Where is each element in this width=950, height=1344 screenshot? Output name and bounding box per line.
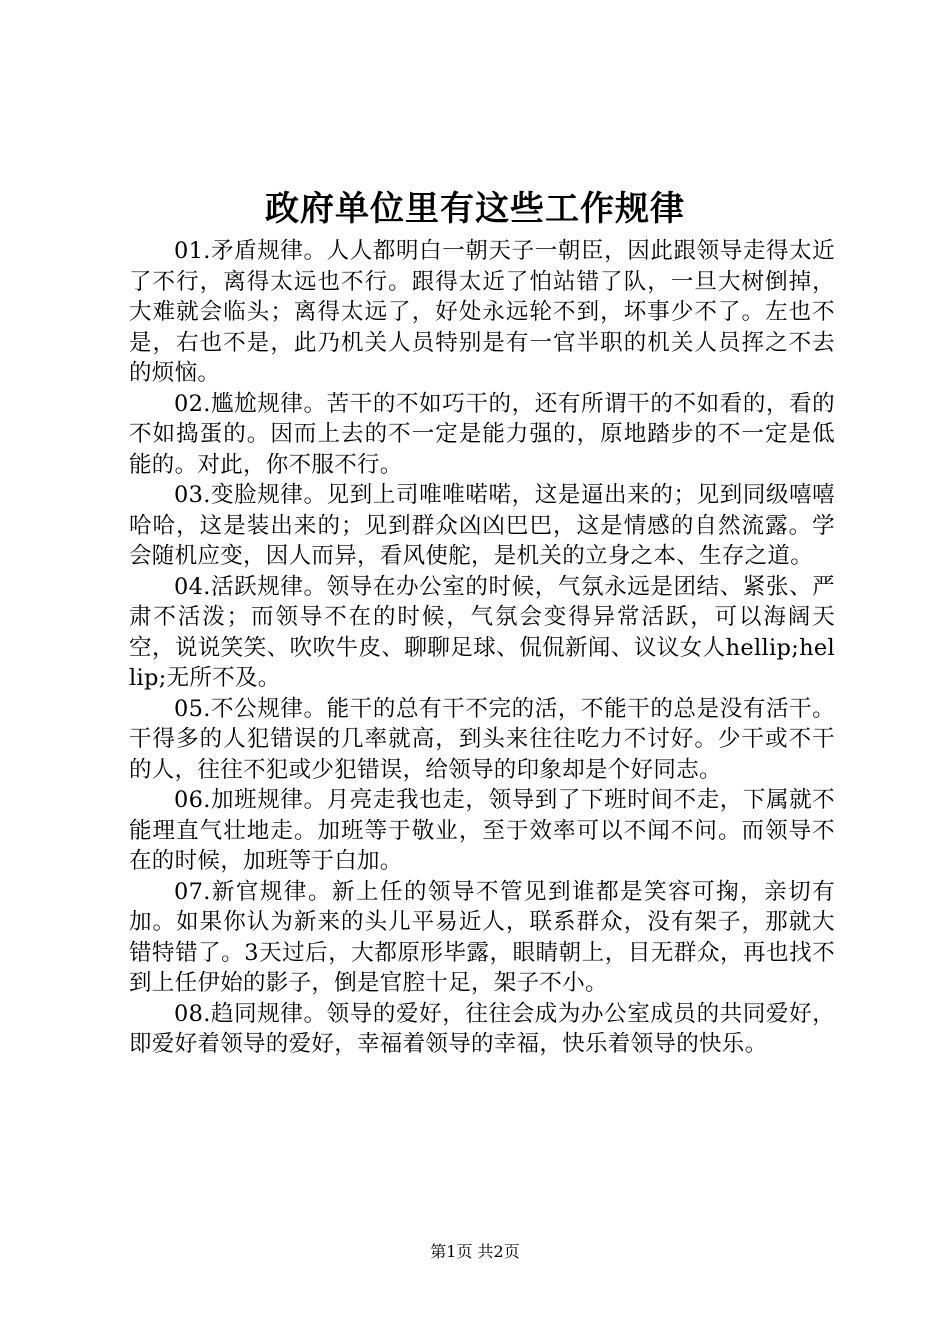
paragraph-05: 05.不公规律。能干的总有干不完的活，不能干的总是没有活干。干得多的人犯错误的几率就高，到头来往往吃力不讨好。少干或不干的人，往往不犯或少犯错误，给领导的印象却是个好同志。 — [129, 695, 835, 783]
page-number-footer: 第1页 共2页 — [430, 1242, 520, 1261]
paragraph-02: 02.尴尬规律。苦干的不如巧干的，还有所谓干的不如看的，看的不如捣蛋的。因而上去的不一定是能力强的，原地踏步的不一定是低能的。对此，你不服不行。 — [129, 390, 835, 478]
paragraph-04: 04.活跃规律。领导在办公室的时候，气氛永远是团结、紧张、严肃不活泼；而领导不在的时候，气氛会变得异常活跃，可以海阔天空，说说笑笑、吹吹牛皮、聊聊足球、侃侃新闻、议议女人hellip;hellip;无所不及。 — [129, 573, 835, 691]
paragraph-08: 08.趋同规律。领导的爱好，往往会成为办公室成员的共同爱好，即爱好着领导的爱好，幸福着领导的幸福，快乐着领导的快乐。 — [129, 1000, 835, 1057]
paragraph-03: 03.变脸规律。见到上司唯唯喏喏，这是逼出来的；见到同级嘻嘻哈哈，这是装出来的；见到群众凶凶巴巴，这是情感的自然流露。学会随机应变，因人而异，看风使舵，是机关的立身之本、生存之道。 — [129, 482, 835, 569]
document-body — [129, 236, 835, 1060]
paragraph-01: 01.矛盾规律。人人都明白一朝天子一朝臣，因此跟领导走得太近了不行，离得太远也不行。跟得太近了怕站错了队，一旦大树倒掉，大难就会临头；离得太远了，好处永远轮不到，坏事少不了。左也不是，右也不是，此乃机关人员特别是有一官半职的机关人员挥之不去的烦恼。 — [129, 238, 835, 386]
paragraph-07: 07.新官规律。新上任的领导不管见到谁都是笑容可掬，亲切有加。如果你认为新来的头儿平易近人，联系群众，没有架子，那就大错特错了。3天过后，大都原形毕露，眼睛朝上，目无群众，再也找不到上任伊始的影子，倒是官腔十足，架子不小。 — [129, 878, 835, 996]
paragraph-06: 06.加班规律。月亮走我也走，领导到了下班时间不走，下属就不能理直气壮地走。加班等于敬业，至于效率可以不闻不问。而领导不在的时候，加班等于白加。 — [129, 787, 835, 874]
document-title: 政府单位里有这些工作规律 — [265, 189, 685, 229]
